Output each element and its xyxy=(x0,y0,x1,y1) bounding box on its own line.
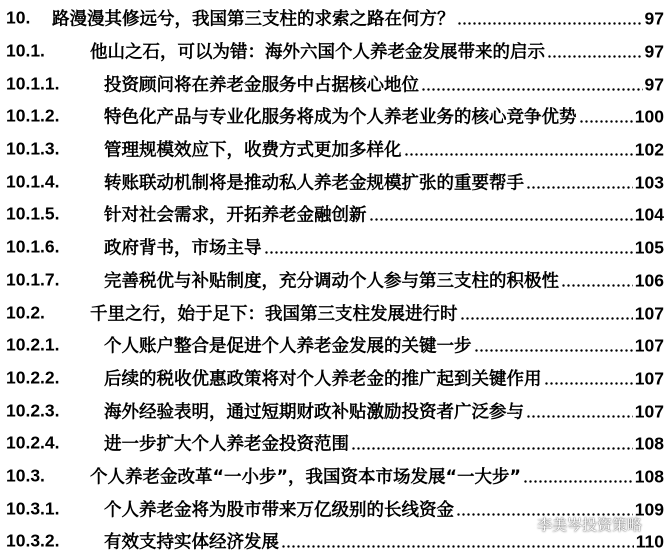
toc-entry-page: 97 xyxy=(644,8,664,29)
dot-leader xyxy=(421,87,643,91)
toc-entry-number: 10.3. xyxy=(6,465,45,486)
toc-entry[interactable] xyxy=(0,264,668,297)
dot-leader xyxy=(457,22,643,26)
dot-leader xyxy=(526,185,633,189)
dot-leader xyxy=(264,251,633,255)
toc-entry-title: 政府背书，市场主导 xyxy=(104,235,262,260)
toc-entry-title-line xyxy=(104,104,664,129)
toc-entry-title-line xyxy=(104,431,664,456)
toc-entry[interactable] xyxy=(0,100,668,133)
toc-entry-title: 海外经验表明，通过短期财政补贴激励投资者广泛参与 xyxy=(104,398,524,423)
toc-entry-number: 10.1.6. xyxy=(6,236,60,257)
toc-entry-title: 个人养老金改革“一小步”，我国资本市场发展“一大步” xyxy=(90,463,521,488)
toc-entry-page: 109 xyxy=(634,499,664,520)
toc-entry-page: 107 xyxy=(634,335,664,356)
toc-entry-page: 106 xyxy=(634,270,664,291)
toc-entry[interactable] xyxy=(0,231,668,264)
toc-entry-page: 97 xyxy=(644,41,664,62)
toc-entry[interactable] xyxy=(0,427,668,460)
toc-entry-title-line xyxy=(90,39,664,64)
toc-entry-title-line xyxy=(104,365,664,390)
toc-entry-title: 针对社会需求，开拓养老金融创新 xyxy=(104,202,367,227)
toc-entry-number: 10.3.2. xyxy=(6,530,60,551)
toc-entry-page: 108 xyxy=(634,433,664,454)
toc-entry-number: 10.2.2. xyxy=(6,367,60,388)
toc-entry-title-line xyxy=(104,71,664,96)
dot-leader xyxy=(474,349,633,353)
toc-entry-page: 110 xyxy=(635,531,664,552)
toc-entry-title: 个人账户整合是促进个人养老金发展的关键一步 xyxy=(104,333,472,358)
toc-entry-number: 10.2.1. xyxy=(6,334,60,355)
toc-entry-title: 他山之石，可以为错：海外六国个人养老金发展带来的启示 xyxy=(90,39,545,64)
dot-leader xyxy=(526,414,633,418)
toc-entry-title-line xyxy=(90,300,664,325)
toc-entry-page: 107 xyxy=(634,401,664,422)
toc-entry-page: 100 xyxy=(634,106,664,127)
dot-leader xyxy=(579,120,633,124)
toc-entry-page: 104 xyxy=(634,204,664,225)
dot-leader xyxy=(369,218,633,222)
toc-entry-number: 10.2.4. xyxy=(6,432,60,453)
wechat-icon xyxy=(509,516,531,534)
toc-entry[interactable] xyxy=(0,362,668,395)
toc-entry-title-line xyxy=(104,398,664,423)
toc-entry-number: 10.1. xyxy=(6,40,45,61)
toc-entry-title: 路漫漫其修远兮，我国第三支柱的求索之路在何方？ xyxy=(52,6,455,31)
toc-entry-number: 10.3.1. xyxy=(6,498,60,519)
toc-entry-page: 107 xyxy=(634,368,664,389)
toc-entry-title-line xyxy=(90,463,664,488)
toc-entry[interactable] xyxy=(0,67,668,100)
toc-entry[interactable] xyxy=(0,296,668,329)
toc-entry-title: 后续的税收优惠政策将对个人养老金的推广起到关键作用 xyxy=(104,365,542,390)
toc-entry-title: 完善税优与补贴制度，充分调动个人参与第三支柱的积极性 xyxy=(104,267,559,292)
toc-entry[interactable] xyxy=(0,2,668,35)
toc-entry-title-line xyxy=(104,137,664,162)
toc-entry[interactable] xyxy=(0,460,668,493)
table-of-contents xyxy=(0,2,668,558)
toc-entry-title: 转账联动机制将是推动私人养老金规模扩张的重要帮手 xyxy=(104,169,524,194)
toc-entry-title-line xyxy=(52,6,664,31)
toc-entry[interactable] xyxy=(0,198,668,231)
toc-entry-title: 千里之行，始于足下：我国第三支柱发展进行时 xyxy=(90,300,458,325)
toc-entry-page: 97 xyxy=(644,74,664,95)
toc-entry-number: 10.2.3. xyxy=(6,400,60,421)
watermark-text: 李美岑投资策略 xyxy=(536,516,642,534)
toc-entry-title-line xyxy=(104,333,664,358)
toc-entry-number: 10.1.7. xyxy=(6,269,60,290)
toc-entry-number: 10.1.1. xyxy=(6,73,60,94)
watermark xyxy=(509,514,642,535)
toc-entry-page: 108 xyxy=(634,466,664,487)
dot-leader xyxy=(404,153,633,157)
dot-leader xyxy=(544,381,633,385)
toc-entry-title: 特色化产品与专业化服务将成为个人养老业务的核心竞争优势 xyxy=(104,104,577,129)
toc-entry-title: 进一步扩大个人养老金投资范围 xyxy=(104,431,349,456)
toc-entry-title: 投资顾问将在养老金服务中占据核心地位 xyxy=(104,71,419,96)
toc-entry-title: 个人养老金将为股市带来万亿级别的长线资金 xyxy=(104,496,454,521)
toc-entry-page: 105 xyxy=(634,237,664,258)
toc-entry-number: 10.1.4. xyxy=(6,171,60,192)
toc-entry-title-line xyxy=(104,235,664,260)
toc-entry-title-line xyxy=(104,169,664,194)
dot-leader xyxy=(561,283,633,287)
toc-entry-title-line xyxy=(104,267,664,292)
toc-entry[interactable] xyxy=(0,35,668,68)
dot-leader xyxy=(351,447,633,451)
toc-entry[interactable] xyxy=(0,165,668,198)
toc-entry-number: 10.1.2. xyxy=(6,105,60,126)
dot-leader xyxy=(523,479,633,483)
toc-entry-title: 有效支持实体经济发展 xyxy=(104,529,279,554)
toc-entry[interactable] xyxy=(0,394,668,427)
dot-leader xyxy=(460,316,633,320)
dot-leader xyxy=(281,545,634,549)
toc-entry-number: 10. xyxy=(6,7,31,28)
toc-entry-page: 102 xyxy=(634,139,664,160)
dot-leader xyxy=(547,55,643,59)
toc-entry-number: 10.2. xyxy=(6,302,45,323)
toc-entry-title-line xyxy=(104,202,664,227)
toc-entry-number: 10.1.3. xyxy=(6,138,60,159)
toc-entry-title: 管理规模效应下，收费方式更加多样化 xyxy=(104,137,402,162)
toc-entry[interactable] xyxy=(0,133,668,166)
toc-entry[interactable] xyxy=(0,329,668,362)
toc-entry-page: 107 xyxy=(634,303,664,324)
toc-entry-page: 103 xyxy=(634,172,664,193)
toc-entry-number: 10.1.5. xyxy=(6,203,60,224)
